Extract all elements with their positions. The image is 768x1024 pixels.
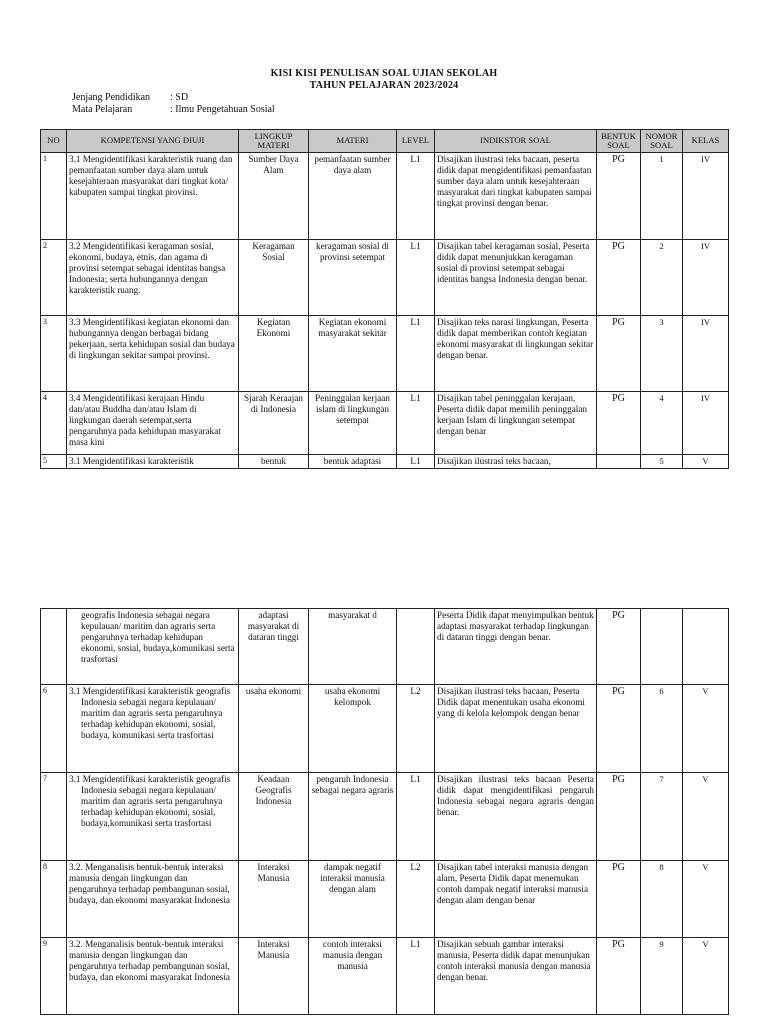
cell-nomor: 8: [641, 861, 683, 938]
table-row: [41, 861, 729, 938]
cell-materi: bentuk adaptasi: [309, 455, 397, 469]
meta-mapel: [72, 104, 275, 115]
cell-lingkup: Interaksi Manusia: [239, 938, 309, 1015]
cell-lingkup: Kegiatan Ekonomi: [239, 316, 309, 392]
cell-indikator: Disajikan tabel peninggalan kerajaan, Peserta didik dapat memilih peninggalan kerjaan Islam di lingkungan setempat dengan benar: [435, 392, 597, 455]
meta-jenjang-label: Jenjang Pendidikan: [72, 92, 151, 103]
cell-level: L1: [397, 773, 435, 861]
cell-no: 1: [41, 153, 67, 240]
cell-no: 2: [41, 240, 67, 316]
column-header-kelas: KELAS: [683, 130, 729, 153]
cell-lingkup: usaha ekonomi: [239, 685, 309, 773]
cell-nomor: 6: [641, 685, 683, 773]
cell-level: [397, 609, 435, 685]
cell-no: 9: [41, 938, 67, 1015]
cell-kompetensi: 3.1 Mengidentifikasi karakteristik: [67, 455, 239, 469]
cell-kompetensi: 3.1 Mengidentifikasi karakteristik ruang dan pemanfaatan sumber daya alam untuk kesejahteraan masyarakat dari tingkat kota/ kabupaten sampai tingkat provinsi.: [67, 153, 239, 240]
cell-level: L1: [397, 153, 435, 240]
cell-kelas: IV: [683, 392, 729, 455]
cell-lingkup: Interaksi Manusia: [239, 861, 309, 938]
cell-lingkup: adaptasi masyarakat di dataran tinggi: [239, 609, 309, 685]
cell-bentuk: PG: [597, 392, 641, 455]
cell-indikator: Disajikan tabel interaksi manusia dengan alam, Peserta Didik dapat menemukan contoh dampak negatif interaksi manusia dengan alam dengan benar: [435, 861, 597, 938]
cell-no: 8: [41, 861, 67, 938]
column-header-indikator: INDIKSTOR SOAL: [435, 130, 597, 153]
cell-bentuk: PG: [597, 861, 641, 938]
cell-level: L1: [397, 455, 435, 469]
cell-bentuk: PG: [597, 773, 641, 861]
cell-materi: pemanfaatan sumber daya alam: [309, 153, 397, 240]
cell-indikator: Disajikan teks narasi lingkungan, Peserta didik dapat memberikan contoh kegiatan ekonomi masyarakat di lingkungan sekitar dengan benar.: [435, 316, 597, 392]
cell-level: L1: [397, 240, 435, 316]
cell-kelas: V: [683, 861, 729, 938]
cell-kompetensi: 3.2. Menganalisis bentuk-bentuk interaksi manusia dengan lingkungan dan pengaruhnya terhadap pembangunan sosial, budaya, dan ekonomi masyarakat Indonesia: [67, 938, 239, 1015]
cell-nomor: 4: [641, 392, 683, 455]
cell-kelas: IV: [683, 153, 729, 240]
cell-nomor: 9: [641, 938, 683, 1015]
cell-lingkup: Sumber Daya Alam: [239, 153, 309, 240]
table-row: [41, 455, 729, 469]
cell-indikator: Disajikan ilustrasi teks bacaan, peserta didik dapat mengidentifikasi pemanfaatan sumber daya alam untuk kesejahteraan masyarakat dari tingkat kabupaten sampai tingkat provinsi dengan benar.: [435, 153, 597, 240]
cell-lingkup: bentuk: [239, 455, 309, 469]
table-row: [41, 773, 729, 861]
document-subtitle: TAHUN PELAJARAN 2023/2024: [309, 80, 459, 91]
cell-materi: dampak negatif interaksi manusia dengan alam: [309, 861, 397, 938]
meta-mapel-label: Mata Pelajaran: [72, 104, 133, 115]
table-row: [41, 609, 729, 685]
cell-nomor: 7: [641, 773, 683, 861]
cell-kelas: V: [683, 455, 729, 469]
cell-kompetensi: 3.2. Menganalisis bentuk-bentuk interaksi manusia dengan lingkungan dan pengaruhnya terhadap pembangunan sosial, budaya, dan ekonomi masyarakat Indonesia: [67, 861, 239, 938]
cell-bentuk: PG: [597, 685, 641, 773]
cell-nomor: 3: [641, 316, 683, 392]
cell-kompetensi: 3.1 Mengidentifikasi karakteristik geografis Indonesia sebagai negara kepulauan/ maritim dan agraris serta pengaruhnya terhadap kehidupan ekonomi, sosial, budaya, komunikasi serta trasfortasi: [67, 685, 239, 773]
cell-no: [41, 609, 67, 685]
cell-indikator: Disajikan ilustrasi teks bacaan Peserta didik dapat mengidentifikasi pengaruh Indonesia sebagai negara agraris dengan benar.: [435, 773, 597, 861]
column-header-no: NO: [41, 130, 67, 153]
cell-materi: keragaman sosial di provinsi setempat: [309, 240, 397, 316]
cell-lingkup: Sjarah Keraajan di Indonesia: [239, 392, 309, 455]
column-header-nomor: NOMOR SOAL: [641, 130, 683, 153]
cell-kompetensi: 3.4 Mengidentifikasi kerajaan Hindu dan/atau Buddha dan/atau Islam di lingkungan daerah setempat,serta pengaruhnya pada kehidupan masyarakat masa kini: [67, 392, 239, 455]
cell-kelas: V: [683, 938, 729, 1015]
table-row: [41, 392, 729, 455]
cell-materi: pengaruh Indonesia sebagai negara agraris: [309, 773, 397, 861]
table-row: [41, 938, 729, 1015]
cell-kelas: IV: [683, 316, 729, 392]
cell-lingkup: Keadaan Geografis Indonesia: [239, 773, 309, 861]
cell-indikator: Disajikan tabel keragaman sosial, Peserta didik dapat menunjukkan keragaman sosial di provinsi setempat sebagai identitas bangsa Indonesia dengan benar.: [435, 240, 597, 316]
cell-level: L1: [397, 392, 435, 455]
cell-indikator: Disajikan ilustrasi teks bacaan,: [435, 455, 597, 469]
cell-no: 7: [41, 773, 67, 861]
cell-no: 6: [41, 685, 67, 773]
table-row: [41, 316, 729, 392]
cell-nomor: [641, 609, 683, 685]
cell-nomor: 2: [641, 240, 683, 316]
cell-indikator: Disajikan sebuah gambar interaksi manusia, Peserta didik dapat menunjukan contoh interaksi manusia dengan manusia dengan benar.: [435, 938, 597, 1015]
cell-no: 3: [41, 316, 67, 392]
cell-no: 5: [41, 455, 67, 469]
kisi-table-page2: [40, 608, 729, 1015]
cell-nomor: 1: [641, 153, 683, 240]
cell-kelas: IV: [683, 240, 729, 316]
cell-bentuk: PG: [597, 240, 641, 316]
cell-kelas: [683, 609, 729, 685]
cell-kompetensi: geografis Indonesia sebagai negara kepulauan/ maritim dan agraris serta pengaruhnya terhadap kehidupan ekonomi, sosial, budaya,komunikasi serta trasfortasi: [67, 609, 239, 685]
column-header-materi: MATERI: [309, 130, 397, 153]
cell-bentuk: PG: [597, 938, 641, 1015]
table-header-row: [41, 130, 729, 153]
cell-lingkup: Keragaman Sosial: [239, 240, 309, 316]
meta-mapel-value: : Ilmu Pengetahuan Sosial: [170, 104, 275, 115]
cell-level: L2: [397, 685, 435, 773]
cell-kompetensi: 3.1 Mengidentifikasi karakteristik geografis Indonesia sebagai negara kepulauan/ maritim dan agraris serta pengaruhnya terhadap kehidupan ekonomi, sosial, budaya,komunikasi serta trasfortasi: [67, 773, 239, 861]
cell-kelas: V: [683, 773, 729, 861]
cell-level: L2: [397, 861, 435, 938]
cell-materi: contoh interaksi manusia dengan manusia: [309, 938, 397, 1015]
kisi-table-page1: [40, 129, 729, 469]
cell-kelas: V: [683, 685, 729, 773]
column-header-kompetensi: KOMPETENSI YANG DIUJI: [67, 130, 239, 153]
table-row: [41, 240, 729, 316]
cell-nomor: 5: [641, 455, 683, 469]
cell-materi: usaha ekonomi kelompok: [309, 685, 397, 773]
cell-materi: Peninggalan kerjaan islam di lingkungan setempat: [309, 392, 397, 455]
cell-bentuk: PG: [597, 316, 641, 392]
cell-level: L1: [397, 316, 435, 392]
cell-no: 4: [41, 392, 67, 455]
cell-materi: masyarakat d: [309, 609, 397, 685]
cell-bentuk: PG: [597, 153, 641, 240]
cell-materi: Kegiatan ekonomi masyarakat sekitar: [309, 316, 397, 392]
cell-kompetensi: 3.3 Mengidentifikasi kegiatan ekonomi dan hubungannya dengan berbagai bidang pekerjaan, serta kehidupan sosial dan budaya di lingkungan sekitar sampai provinsi.: [67, 316, 239, 392]
cell-bentuk: PG: [597, 609, 641, 685]
cell-kompetensi: 3.2 Mengidentifikasi keragaman sosial, ekonomi, budaya, etnis, dan agama di provinsi setempat sebagai identitas bangsa Indonesia; serta hubungannya dengan karakteristik ruang.: [67, 240, 239, 316]
cell-indikator: Disajikan ilustrasi teks bacaan, Peserta Didik dapat menentukan usaha ekonomi yang di kelola kelompok dengan benar: [435, 685, 597, 773]
column-header-bentuk: BENTUK SOAL: [597, 130, 641, 153]
cell-bentuk: [597, 455, 641, 469]
cell-level: L1: [397, 938, 435, 1015]
meta-jenjang: [72, 92, 188, 103]
document-title: KISI KISI PENULISAN SOAL UJIAN SEKOLAH: [270, 68, 498, 79]
cell-indikator: Peserta Didik dapat menyimpulkan bentuk adaptasi masyarakat terhadap lingkungan di dataran tinggi dengan benar.: [435, 609, 597, 685]
column-header-lingkup: LINGKUP MATERI: [239, 130, 309, 153]
table-row: [41, 153, 729, 240]
column-header-level: LEVEL: [397, 130, 435, 153]
table-row: [41, 685, 729, 773]
meta-jenjang-value: : SD: [170, 92, 189, 103]
